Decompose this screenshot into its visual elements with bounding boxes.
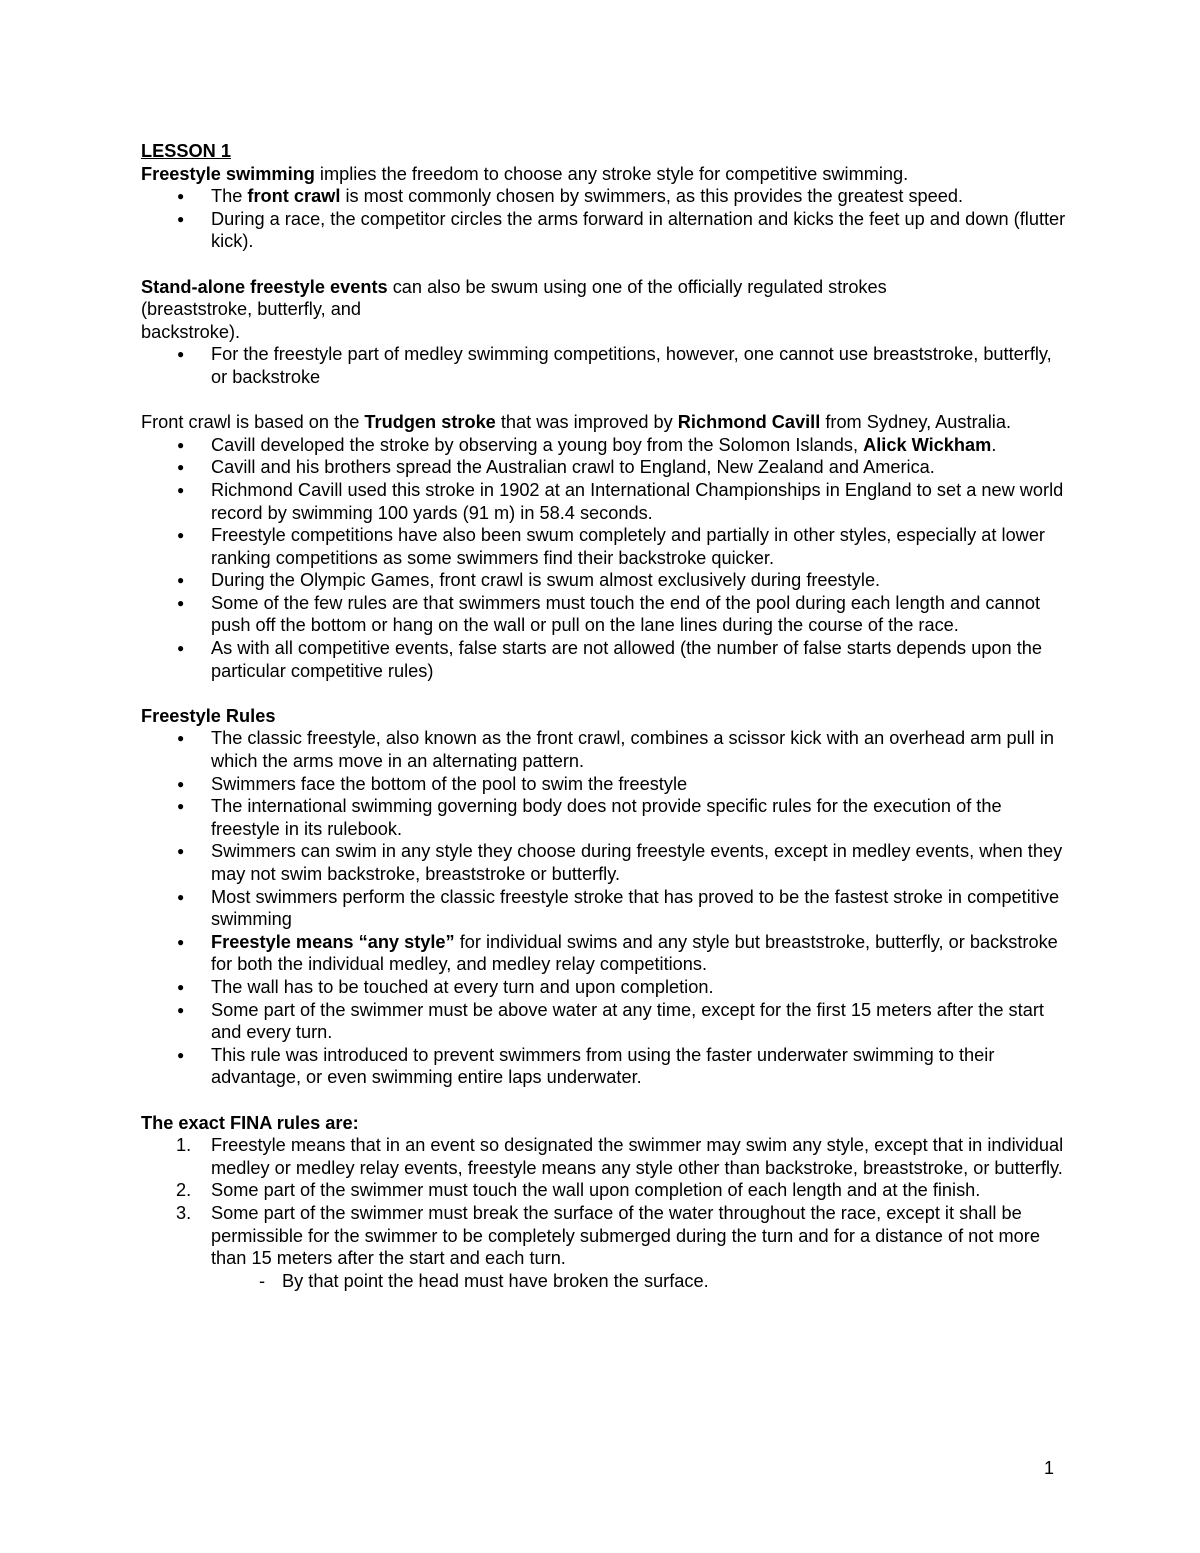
list-item: ● Some of the few rules are that swimmers must touch the end of the pool during each length and cannot push off the bottom or hang on the wall or pull on the lane lines during the course of the race. [141,592,1071,637]
list-item: ● During a race, the competitor circles the arms forward in alternation and kicks the feet up and down (flutter kick). [141,208,1071,253]
front-crawl-paragraph: Front crawl is based on the Trudgen stroke that was improved by Richmond Cavill from Sydney, Australia. [141,412,1011,433]
list-item: ● The front crawl is most commonly chosen by swimmers, as this provides the greatest speed. [141,185,1071,208]
list-item: ● The international swimming governing body does not provide specific rules for the execution of the freestyle in its rulebook. [141,795,1071,840]
sub-list-item: - By that point the head must have broken the surface. [259,1270,709,1291]
fina-sub-list [211,1270,1071,1293]
standalone-line-3: backstroke). [141,321,241,342]
intro-bold: Freestyle swimming [141,163,315,184]
list-item: ● Swimmers face the bottom of the pool to swim the freestyle [141,773,1071,796]
list-item: 1. Freestyle means that in an event so designated the swimmer may swim any style, except that in individual medley or medley relay events, freestyle means any style other than backstroke, breaststroke, or butterfly. [176,1135,1064,1178]
list-number: 3. [176,1202,192,1223]
list-item: ● For the freestyle part of medley swimming competitions, however, one cannot use breaststroke, butterfly, or backstroke [141,343,1071,388]
list-item: ● Richmond Cavill used this stroke in 1902 at an International Championships in England to set a new world record by swimming 100 yards (91 m) in 58.4 seconds. [141,479,1071,524]
list-item: ● During the Olympic Games, front crawl is swum almost exclusively during freestyle. [141,569,1071,592]
intro-bullet-list [141,185,1071,253]
intro-paragraph [141,163,1071,186]
list-item: ● The wall has to be touched at every turn and upon completion. [141,976,1071,999]
list-item: 2. Some part of the swimmer must touch the wall upon completion of each length and at the finish. [176,1180,981,1201]
standalone-paragraph: Stand-alone freestyle events can also be swum using one of the officially regulated strokes [141,276,887,297]
list-number: 2. [176,1180,192,1201]
lesson-title: LESSON 1 [141,141,231,161]
list-item: ● Most swimmers perform the classic freestyle stroke that has proved to be the fastest stroke in competitive swimming [141,886,1071,931]
list-item: ● Cavill developed the stroke by observing a young boy from the Solomon Islands, Alick Wickham. [141,434,1071,457]
page-number: 1 [1044,1458,1055,1478]
list-item: ● Cavill and his brothers spread the Australian crawl to England, New Zealand and America. [141,456,1071,479]
standalone-line-2: (breaststroke, butterfly, and [141,299,362,320]
list-item: ● Freestyle competitions have also been swum completely and partially in other styles, especially at lower ranking competitions as some swimmers find their backstroke quicker. [141,524,1071,569]
standalone-bullet-list [141,343,1071,388]
list-item: ● Some part of the swimmer must be above water at any time, except for the first 15 meters after the start and every turn. [141,999,1071,1044]
dash-marker: - [259,1270,266,1291]
rules-heading: Freestyle Rules [141,705,276,726]
list-number: 1. [176,1135,192,1156]
list-item: ● Freestyle means “any style” for individual swims and any style but breaststroke, butterfly, or backstroke for both the individual medley, and medley relay competitions. [141,931,1071,976]
intro-text: implies the freedom to choose any stroke style for competitive swimming. [314,163,909,184]
list-item: ● This rule was introduced to prevent swimmers from using the faster underwater swimming to their advantage, or even swimming entire laps underwater. [141,1044,1071,1089]
front-crawl-bullet-list [141,434,1071,683]
list-item: ● As with all competitive events, false starts are not allowed (the number of false starts depends upon the particular competitive rules) [141,637,1071,682]
list-item: ● The classic freestyle, also known as the front crawl, combines a scissor kick with an overhead arm pull in which the arms move in an alternating pattern. [141,727,1071,772]
document-page [141,140,1071,1292]
rules-bullet-list [141,727,1071,1089]
list-item: ● Swimmers can swim in any style they choose during freestyle events, except in medley events, when they may not swim backstroke, breaststroke or butterfly. [141,840,1071,885]
fina-numbered-list [141,1134,1071,1292]
fina-heading: The exact FINA rules are: [141,1112,359,1133]
list-item: 3. Some part of the swimmer must break the surface of the water throughout the race, except it shall be permissible for the swimmer to be completely submerged during the turn and for a distance of not more than 15 meters after the start and each turn. - By that point the head must have broken the surface. [141,1202,1071,1292]
